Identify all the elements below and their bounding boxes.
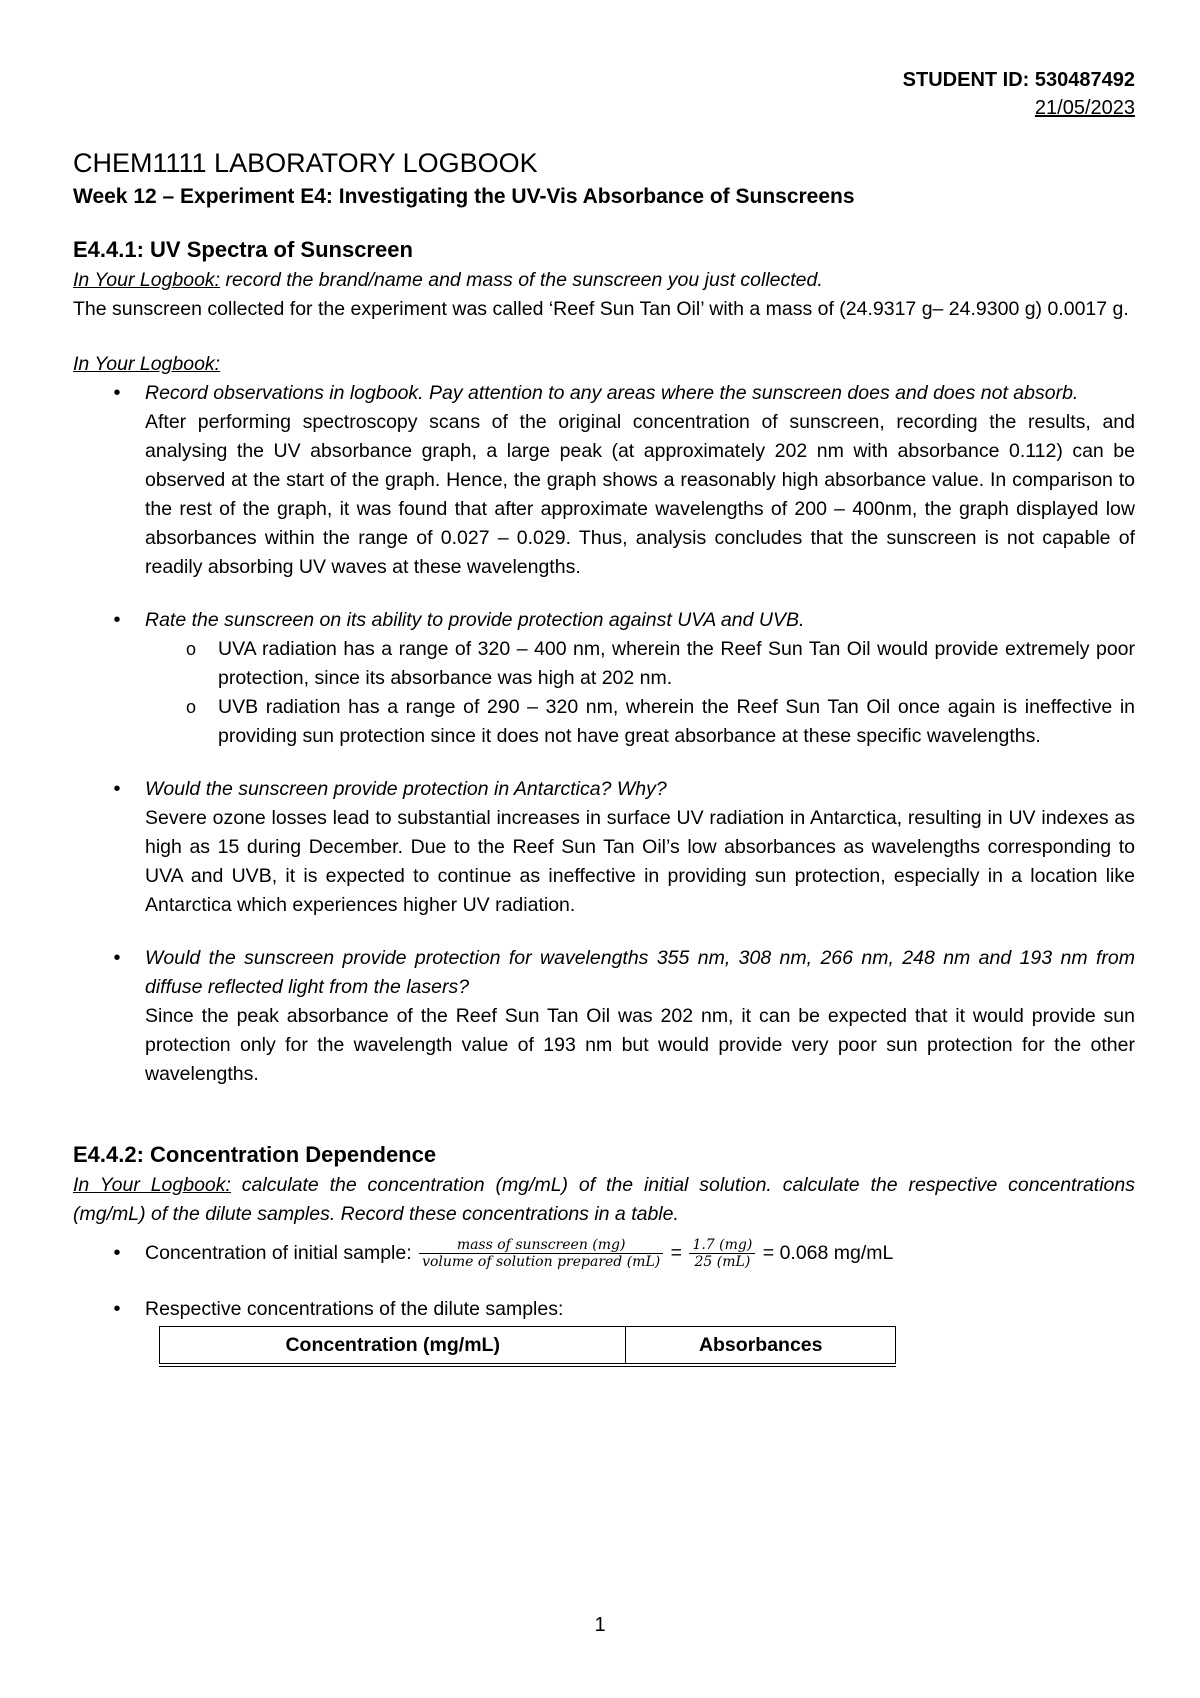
table-header-concentration: Concentration (mg/mL) xyxy=(160,1327,626,1366)
bullet-question: Would the sunscreen provide protection for wavelengths 355 nm, 308 nm, 266 nm, 248 nm and 193 nm from diffuse reflected light from the lasers? xyxy=(145,947,1135,998)
equals-sign: = xyxy=(670,1242,683,1264)
bullet-question: Would the sunscreen provide protection in Antarctica? Why? xyxy=(145,778,667,800)
initial-concentration-line xyxy=(145,1231,1135,1275)
bullet-question: Rate the sunscreen on its ability to provide protection against UVA and UVB. xyxy=(145,609,805,631)
sub-bullet-text: UVA radiation has a range of 320 – 400 nm, wherein the Reef Sun Tan Oil would provide extremely poor protection, since its absorbance was high at 202 nm. xyxy=(218,638,1135,689)
bullet-dot: • xyxy=(113,609,121,631)
section1-heading: E4.4.1: UV Spectra of Sunscreen xyxy=(73,237,413,262)
dilute-label: Respective concentrations of the dilute samples: xyxy=(145,1298,564,1320)
bullet-initial-concentration xyxy=(73,1231,1135,1275)
date: 21/05/2023 xyxy=(1034,97,1135,119)
bullet-answer: After performing spectroscopy scans of the original concentration of sunscreen, recording the results, and analysing the UV absorbance graph, a large peak (at approximately 202 nm with absorbance 0.112) can be observed at the start of the graph. Hence, the graph shows a reasonably high absorbance value. In comparison to the rest of the graph, it was found that after approximate wavelengths of 200 – 400nm, the graph displayed low absorbances within the range of 0.027 – 0.029. Thus, analysis concludes that the sunscreen is not capable of readily absorbing UV waves at these wavelengths. xyxy=(145,411,1135,578)
sub-bullet-text: UVB radiation has a range of 290 – 320 nm, wherein the Reef Sun Tan Oil once again is ineffective in providing sun protection since it does not have great absorbance at these specific wavelengths. xyxy=(218,696,1135,747)
prompt-text: record the brand/name and mass of the sunscreen you just collected. xyxy=(220,269,823,291)
bullet-dot: • xyxy=(113,778,121,800)
bullet-dot: • xyxy=(113,382,121,404)
bullet-observations xyxy=(73,379,1135,582)
bullet-answer: Since the peak absorbance of the Reef Sun Tan Oil was 202 nm, it can be expected that it would provide sun protection only for the wavelength value of 193 nm but would provide very poor sun protection for the other wavelengths. xyxy=(145,1005,1135,1085)
sub-bullet-ring: o xyxy=(186,697,197,717)
sub-bullet-uvb xyxy=(73,693,1135,751)
prompt-text: calculate the concentration (mg/mL) of the initial solution. calculate the respective concentrations (mg/mL) of the dilute samples. Record these concentrations in a table. xyxy=(73,1174,1135,1225)
page-number: 1 xyxy=(594,1614,606,1636)
header-block xyxy=(73,66,1135,122)
section2-prompt xyxy=(73,1171,1135,1229)
bullet-answer: Severe ozone losses lead to substantial increases in surface UV radiation in Antarctica, resulting in UV indexes as high as 15 during December. Due to the Reef Sun Tan Oil’s low absorbances as wavelengths corresponding to UVA and UVB, it is expected to continue as ineffective in providing sun protection, especially in a location like Antarctica which experiences higher UV radiation. xyxy=(145,807,1135,916)
concentration-table xyxy=(159,1326,896,1367)
concentration-result: = 0.068 mg/mL xyxy=(762,1242,894,1264)
sub-bullet-ring: o xyxy=(186,639,197,659)
bullet-dilute-samples xyxy=(73,1295,1135,1324)
logbook-label: In Your Logbook: xyxy=(73,353,221,375)
section1-prompt xyxy=(73,266,1135,295)
document-page xyxy=(73,66,1135,1367)
table-header-absorbances: Absorbances xyxy=(626,1327,896,1366)
bullet-dot: • xyxy=(113,1298,121,1320)
section1-answer: The sunscreen collected for the experiment was called ‘Reef Sun Tan Oil’ with a mass of (24.9317 g– 24.9300 g) 0.0017 g. xyxy=(73,298,1129,320)
value-fraction xyxy=(689,1237,755,1270)
bullet-uva-uvb xyxy=(73,606,1135,635)
bullet-question: Record observations in logbook. Pay attention to any areas where the sunscreen does and does not absorb. xyxy=(145,382,1079,404)
document-subtitle: Week 12 – Experiment E4: Investigating the UV-Vis Absorbance of Sunscreens xyxy=(73,185,855,208)
sub-bullet-uva xyxy=(73,635,1135,693)
bullet-dot: • xyxy=(113,1242,121,1264)
fraction-numerator: mass of sunscreen (mg) xyxy=(419,1237,663,1254)
fraction-denominator: volume of solution prepared (mL) xyxy=(422,1254,661,1271)
bullet-lasers xyxy=(73,944,1135,1089)
document-title: CHEM1111 LABORATORY LOGBOOK xyxy=(73,148,538,178)
section2-heading: E4.4.2: Concentration Dependence xyxy=(73,1142,437,1167)
prompt-label: In Your Logbook: xyxy=(73,1174,231,1196)
table-header-row xyxy=(160,1327,896,1366)
prompt-label: In Your Logbook: xyxy=(73,269,221,291)
fraction-numerator: 1.7 (mg) xyxy=(689,1237,755,1254)
bullet-antarctica xyxy=(73,775,1135,920)
bullet-dot: • xyxy=(113,947,121,969)
student-id: STUDENT ID: 530487492 xyxy=(902,69,1135,91)
initial-label: Concentration of initial sample: xyxy=(145,1242,412,1264)
mass-volume-fraction xyxy=(419,1237,663,1270)
fraction-denominator: 25 (mL) xyxy=(694,1254,751,1271)
